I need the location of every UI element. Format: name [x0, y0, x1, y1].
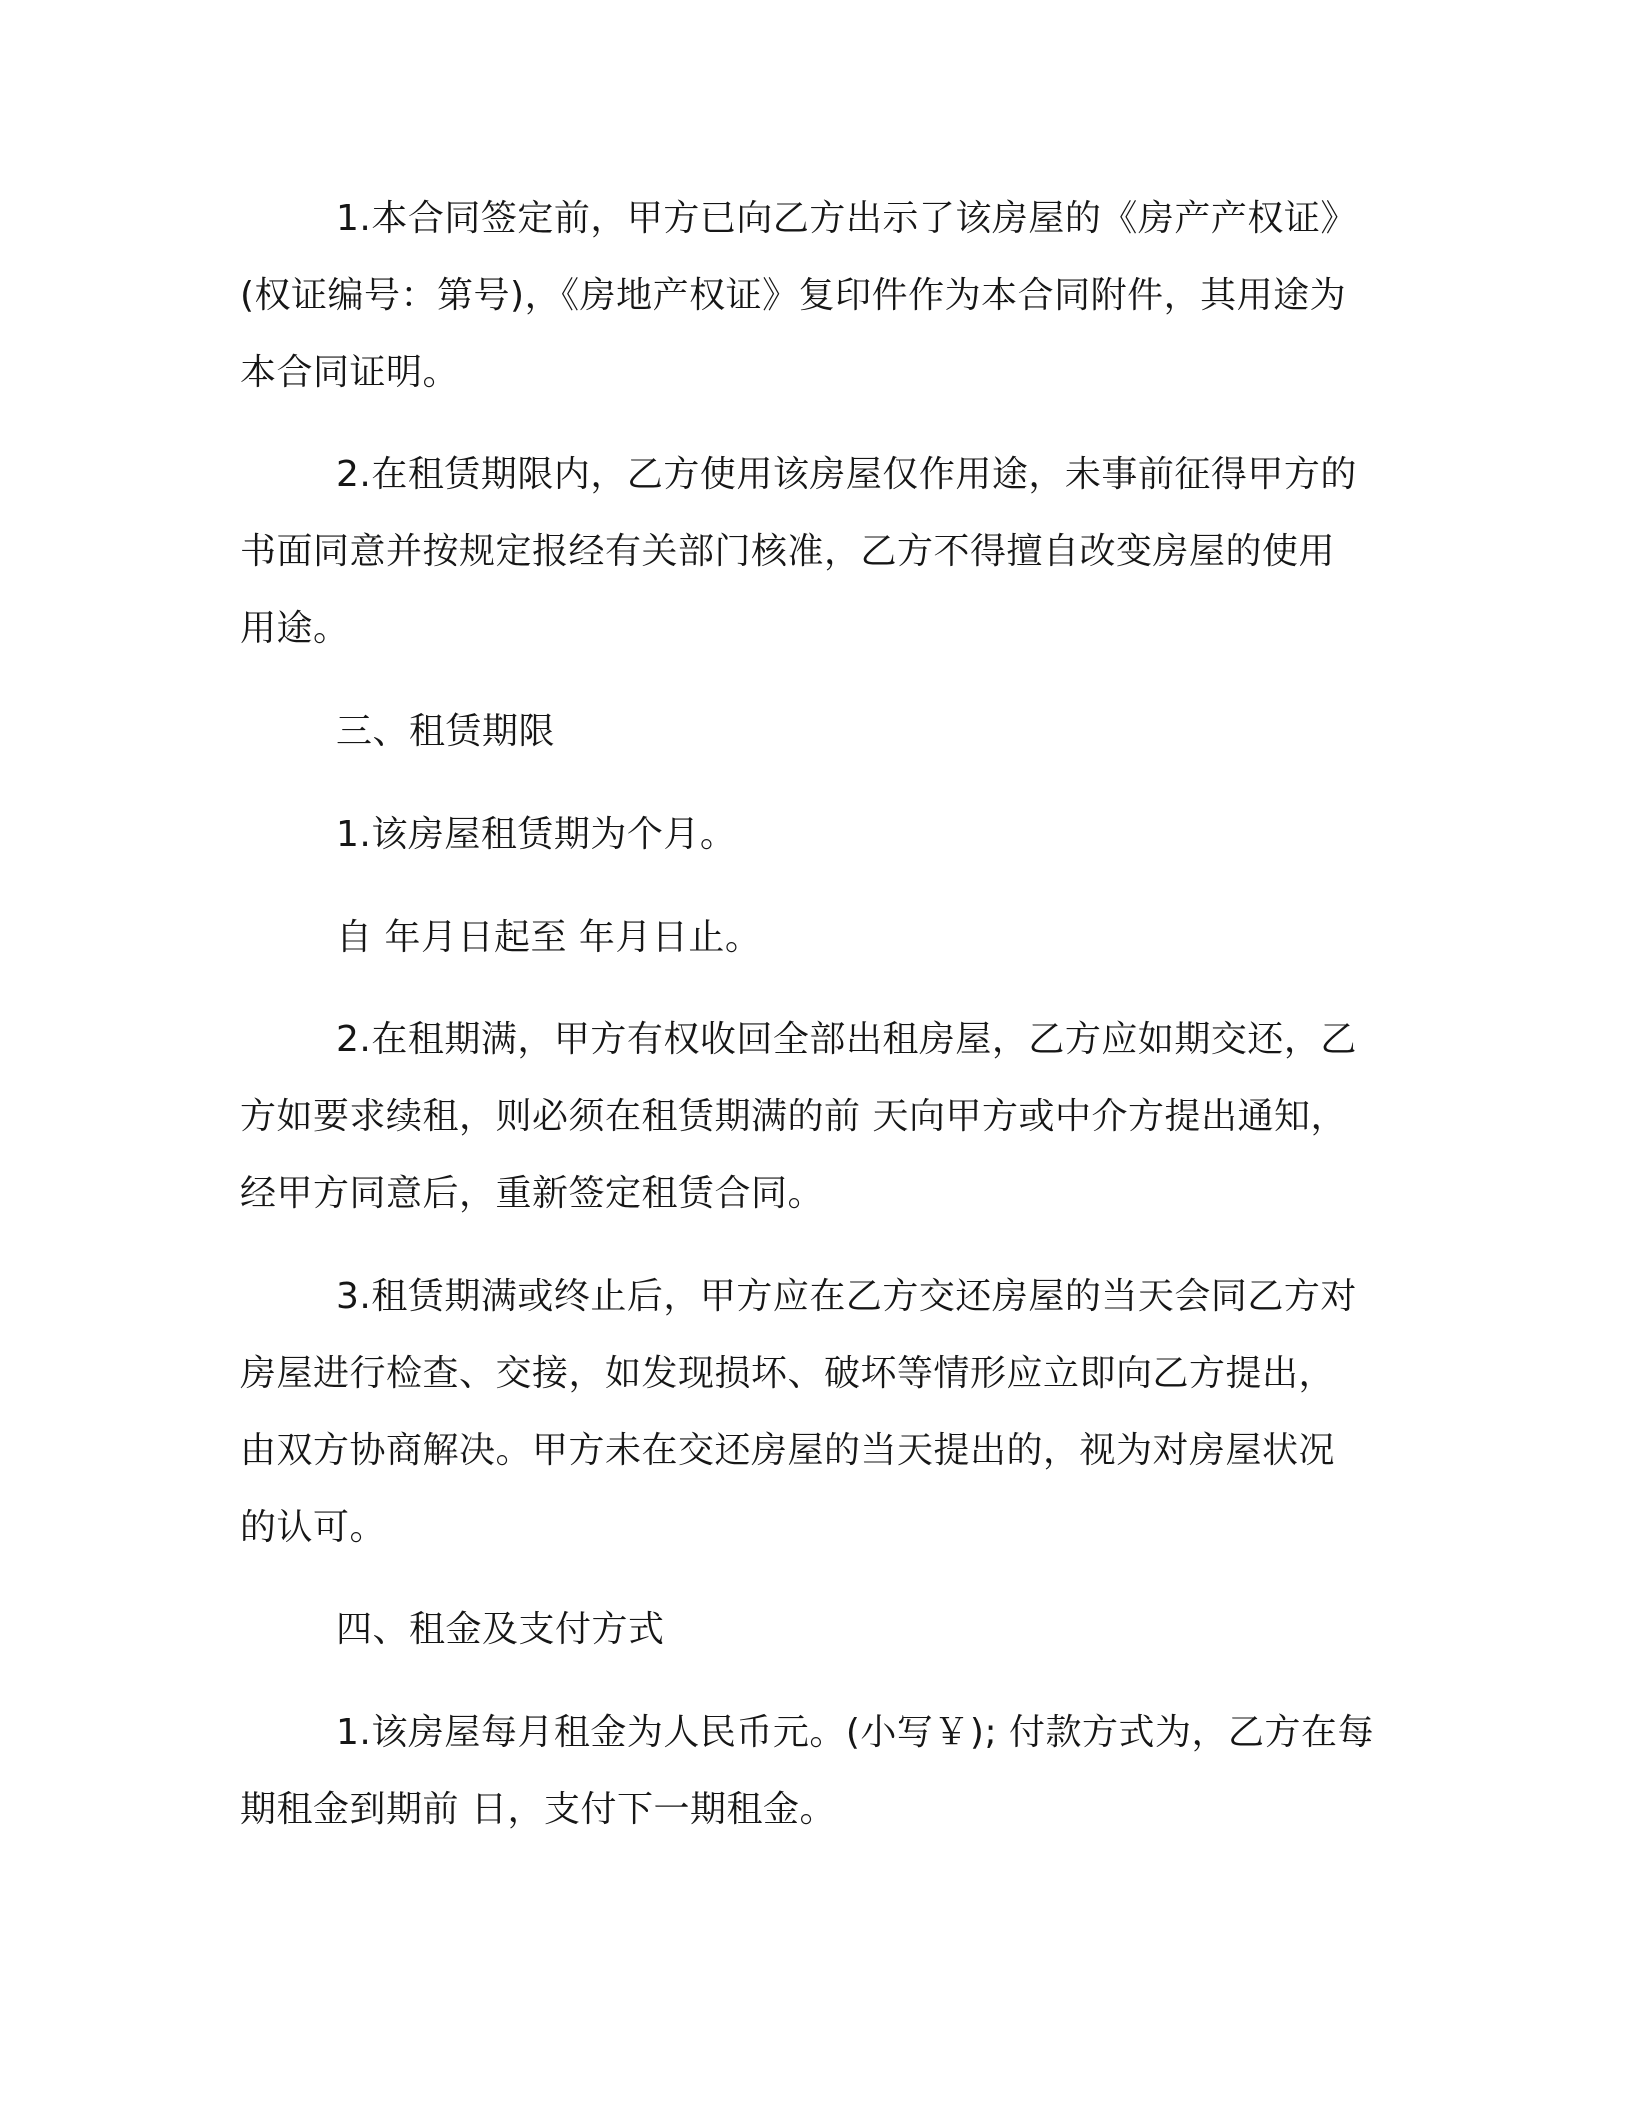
section-heading: 四、租金及支付方式 — [336, 1609, 665, 1650]
paragraph-line: 用途。 — [240, 608, 350, 649]
paragraph-termination — [240, 1258, 1400, 1566]
paragraph-line: 1.该房屋每月租金为人民币元。(小写￥); 付款方式为，乙方在每 — [336, 1712, 1375, 1753]
section-heading-3 — [240, 693, 1400, 770]
paragraph-line: 房屋进行检查、交接，如发现损坏、破坏等情形应立即向乙方提出， — [240, 1353, 1336, 1394]
paragraph-line: 自 年月日起至 年月日止。 — [336, 917, 762, 958]
paragraph-line: 1.本合同签定前，甲方已向乙方出示了该房屋的《房产产权证》 — [336, 198, 1357, 239]
paragraph-renewal — [240, 1001, 1400, 1232]
paragraph-line: 1.该房屋租赁期为个月。 — [336, 814, 737, 855]
paragraph-line: 3.租赁期满或终止后，甲方应在乙方交还房屋的当天会同乙方对 — [336, 1276, 1357, 1317]
paragraph-term — [240, 796, 1400, 873]
paragraph-line: 2.在租期满，甲方有权收回全部出租房屋，乙方应如期交还，乙 — [336, 1019, 1357, 1060]
paragraph-line: (权证编号：第号)，《房地产权证》复印件作为本合同附件，其用途为 — [240, 275, 1347, 316]
paragraph-line: 书面同意并按规定报经有关部门核准，乙方不得擅自改变房屋的使用 — [240, 531, 1336, 572]
paragraph-line: 的认可。 — [240, 1507, 387, 1548]
paragraph-line: 本合同证明。 — [240, 352, 460, 393]
section-heading: 三、租赁期限 — [336, 711, 556, 752]
paragraph-dates — [240, 899, 1400, 976]
paragraph-line: 期租金到期前 日，支付下一期租金。 — [240, 1789, 836, 1830]
paragraph-1 — [240, 180, 1400, 411]
paragraph-line: 方如要求续租，则必须在租赁期满的前 天向甲方或中介方提出通知， — [240, 1096, 1347, 1137]
section-heading-4 — [240, 1591, 1400, 1668]
paragraph-rent — [240, 1694, 1400, 1848]
paragraph-line: 2.在租赁期限内，乙方使用该房屋仅作用途，未事前征得甲方的 — [336, 454, 1357, 495]
paragraph-2 — [240, 436, 1400, 667]
paragraph-line: 由双方协商解决。甲方未在交还房屋的当天提出的，视为对房屋状况 — [240, 1430, 1336, 1471]
paragraph-line: 经甲方同意后，重新签定租赁合同。 — [240, 1173, 825, 1214]
